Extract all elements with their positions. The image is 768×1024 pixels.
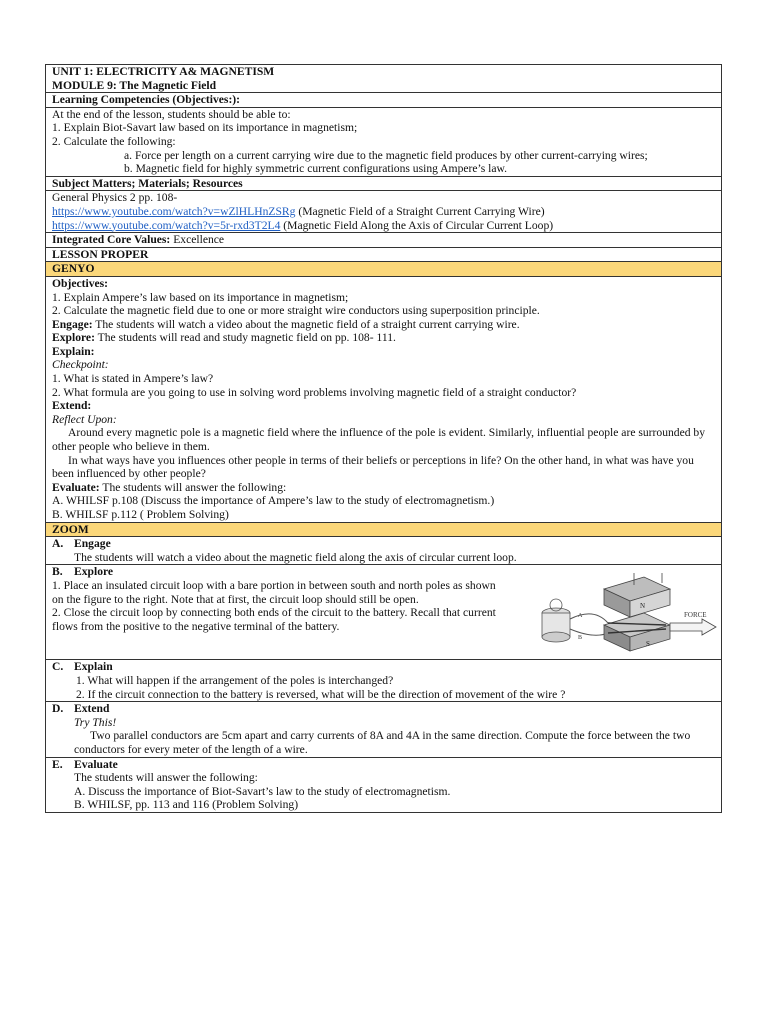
genyo-objectives-label: Objectives: <box>52 276 109 290</box>
book-reference: General Physics 2 pp. 108- <box>52 191 178 205</box>
evaluate-intro: The students will answer the following: <box>74 771 258 785</box>
checkpoint-label: Checkpoint: <box>52 358 109 372</box>
explain-label: Explain: <box>52 344 95 358</box>
unit-title: UNIT 1: ELECTRICITY A& MAGNETISM <box>52 65 275 78</box>
video-link[interactable]: https://www.youtube.com/watch?v=5r-rxd3T2L4 <box>52 218 281 232</box>
zoom-engage-cell <box>46 537 722 565</box>
objective-subitem: b. Magnetic field for highly symmetric current configurations using Ampere’s law. <box>124 162 508 176</box>
south-label: S <box>646 640 650 649</box>
core-values-value: Excellence <box>173 233 225 247</box>
genyo-cell <box>46 276 722 522</box>
zoom-heading: ZOOM <box>46 522 722 537</box>
evaluate-item: A. WHILSF p.108 (Discuss the importance of Ampere’s law to the study of electromagnetism.) <box>52 494 495 508</box>
genyo-heading: GENYO <box>46 262 722 277</box>
zoom-engage-title: Engage <box>74 537 111 551</box>
lesson-proper-heading: LESSON PROPER <box>46 247 722 262</box>
video-link[interactable]: https://www.youtube.com/watch?v=wZlHLHnZSRg <box>52 204 296 218</box>
objective-item: 2. Calculate the following: <box>52 134 176 148</box>
genyo-objective: 1. Explain Ampere’s law based on its importance in magnetism; <box>52 290 349 304</box>
checkpoint-question: 2. What formula are you going to use in solving word problems involving magnetic field of a straight conductor? <box>52 385 577 399</box>
explore-step: 2. Close the circuit loop by connecting both ends of the circuit to the battery. Recall that current flows from the positive to the negative terminal of the battery. <box>52 606 496 633</box>
objectives-intro: At the end of the lesson, students should be able to: <box>52 107 291 121</box>
try-this-label: Try This! <box>74 715 117 729</box>
competencies-label: Learning Competencies (Objectives:): <box>46 93 722 108</box>
zoom-evaluate-item: B. WHILSF, pp. 113 and 116 (Problem Solving) <box>74 798 299 812</box>
section-letter: B. <box>52 565 63 579</box>
extend-problem: Two parallel conductors are 5cm apart and carry currents of 8A and 4A in the same direction. Compute the force between the two conductors for every meter of the length of a wire. <box>74 729 691 756</box>
evaluate-text: The students will answer the following: <box>102 480 287 494</box>
objective-subitem: a. Force per length on a current carrying wire due to the magnetic field produces by other current-carrying wires; <box>124 148 648 162</box>
explore-step: 1. Place an insulated circuit loop with a bare portion in between south and north poles as shown on the figure to the right. Note that at first, the circuit loop should still be open. <box>52 578 496 606</box>
engage-label: Engage: <box>52 317 93 331</box>
video-link-desc: (Magnetic Field of a Straight Current Carrying Wire) <box>298 204 545 218</box>
explain-question: 1. What will happen if the arrangement of the poles is interchanged? <box>76 673 394 687</box>
zoom-extend-cell <box>46 702 722 757</box>
zoom-explore-cell <box>46 565 722 660</box>
section-letter: C. <box>52 660 64 674</box>
explain-question: 2. If the circuit connection to the battery is reversed, what will be the direction of movement of the wire ? <box>76 687 566 701</box>
unit-header <box>46 65 722 93</box>
section-letter: A. <box>52 537 64 551</box>
evaluate-label: Evaluate: <box>52 480 100 494</box>
resources-cell <box>46 191 722 233</box>
zoom-explain-title: Explain <box>74 660 113 674</box>
reflect-paragraph: In what ways have you influences other people in terms of their beliefs or perceptions in life? On the other hand, in what was have you been influenced by other people? <box>52 453 694 481</box>
reflect-label: Reflect Upon: <box>52 412 117 426</box>
zoom-evaluate-title: Evaluate <box>74 757 118 771</box>
section-letter: E. <box>52 757 63 771</box>
lesson-table <box>45 64 722 813</box>
explore-text: The students will read and study magnetic field on pp. 108- 111. <box>97 331 396 345</box>
zoom-engage-text: The students will watch a video about the magnetic field along the axis of circular current loop. <box>74 550 517 564</box>
zoom-extend-title: Extend <box>74 702 110 716</box>
zoom-explore-title: Explore <box>74 565 114 579</box>
explore-label: Explore: <box>52 331 95 345</box>
objectives-cell <box>46 107 722 176</box>
zoom-evaluate-item: A. Discuss the importance of Biot-Savart’s law to the study of electromagnetism. <box>74 784 451 798</box>
north-label: N <box>640 602 646 611</box>
label-a: A <box>578 613 583 620</box>
force-label: FORCE <box>684 611 707 620</box>
section-letter: D. <box>52 702 64 716</box>
engage-text: The students will watch a video about the magnetic field of a straight current carrying wire. <box>95 317 520 331</box>
evaluate-item: B. WHILSF p.112 ( Problem Solving) <box>52 508 229 521</box>
objective-item: 1. Explain Biot-Savart law based on its importance in magnetism; <box>52 121 358 135</box>
magnet-figure <box>534 567 720 657</box>
resources-label: Subject Matters; Materials; Resources <box>46 176 722 191</box>
zoom-evaluate-cell <box>46 757 722 812</box>
video-link-desc: (Magnetic Field Along the Axis of Circular Current Loop) <box>283 218 554 232</box>
checkpoint-question: 1. What is stated in Ampere’s law? <box>52 372 214 386</box>
extend-label: Extend: <box>52 399 92 413</box>
core-values-label: Integrated Core Values: <box>52 233 171 247</box>
zoom-explain-cell <box>46 660 722 702</box>
module-title: MODULE 9: The Magnetic Field <box>52 78 217 92</box>
reflect-paragraph: Around every magnetic pole is a magnetic field where the influence of the pole is evident. Similarly, influential people are surrounded by other people who believe in them. <box>52 426 706 454</box>
label-b: B <box>578 635 583 642</box>
core-values-row <box>46 233 722 248</box>
genyo-objective: 2. Calculate the magnetic field due to one or more straight wire conductors using superposition principle. <box>52 304 540 318</box>
lesson-plan <box>45 64 722 813</box>
